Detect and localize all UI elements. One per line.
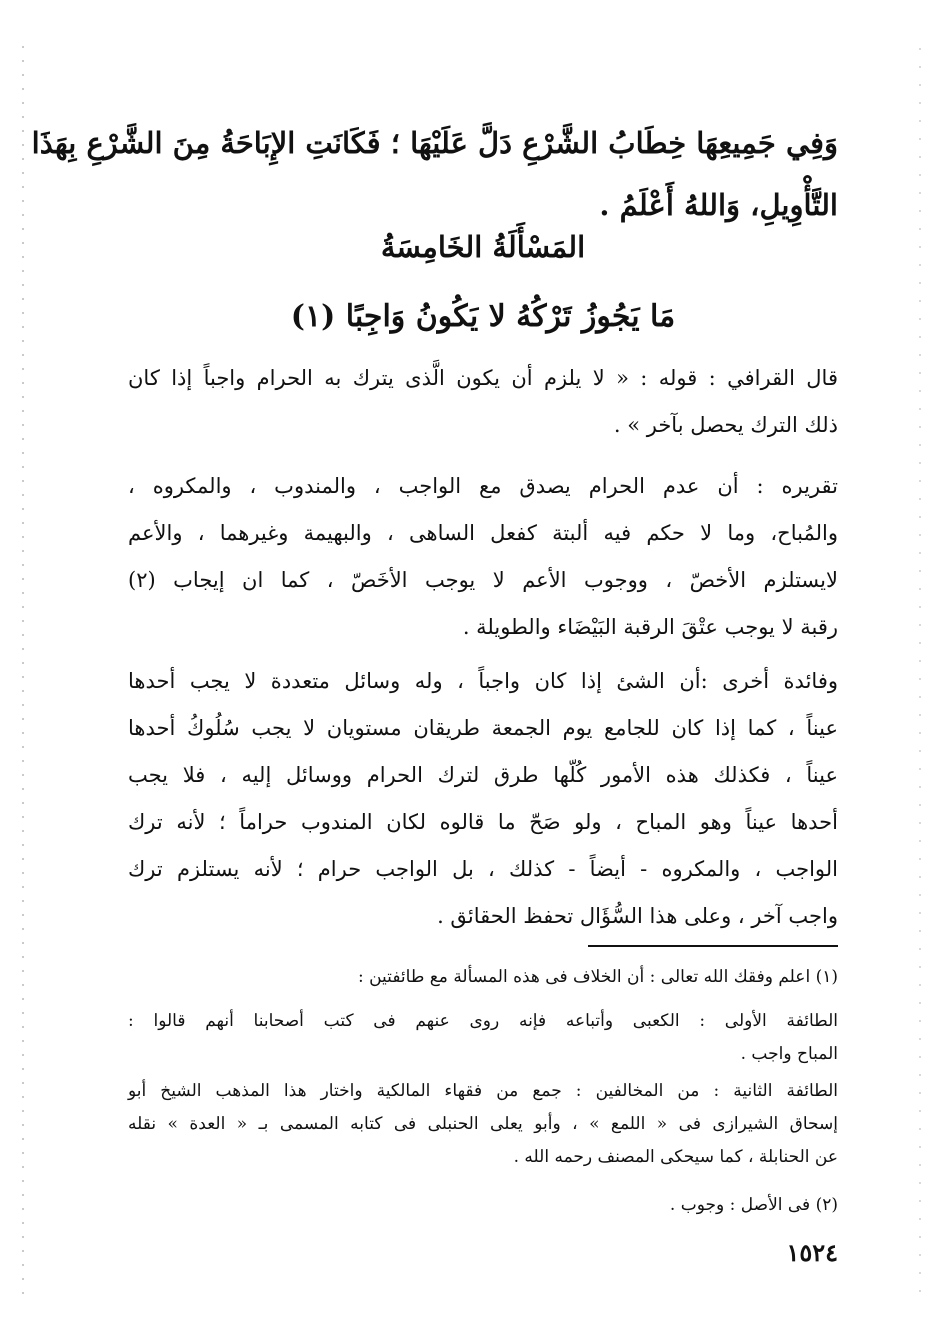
- footnote-line: (٢) فى الأصل : وجوب .: [669, 1195, 838, 1215]
- paragraph-line: ذلك الترك يحصل بآخر » .: [613, 413, 838, 437]
- footnote-line: المباح واجب .: [740, 1044, 838, 1064]
- footnote-line: الطائفة الثانية : من المخالفين : جمع من فقهاء المالكية واختار هذا المذهب الشيخ أبو: [128, 1081, 838, 1101]
- paragraph-line: عيناً ، فكذلك هذه الأمور كُلّها طرق لترك الحرام ووسائل إليه ، فلا يجب: [128, 763, 838, 787]
- footnote-line: إسحاق الشيرازى فى « اللمع » ، وأبو يعلى الحنبلى فى كتابه المسمى بـ « العدة » نقله: [128, 1114, 838, 1134]
- footnote-line: الطائفة الأولى : الكعبى وأتباعه فإنه روى عنهم فى كتب أصحابنا أنهم قالوا :: [128, 1011, 838, 1031]
- footnote-1-first-group: [128, 1005, 838, 1071]
- paragraph-line: قال القرافي : قوله : « لا يلزم أن يكون الَّذى يترك به الحرام واجباً إذا كان: [128, 366, 838, 390]
- scan-margin-dots-left: [22, 40, 24, 1300]
- section-title: المَسْأَلَةُ الخَامِسَةُ: [380, 230, 586, 264]
- footnote-divider: [588, 945, 838, 947]
- verse-line: وَفِي جَمِيعِهَا خِطَابُ الشَّرْعِ دَلَّ عَلَيْهَا ؛ فَكَانَتِ الإِبَاحَةُ مِنَ الشَّرْعِ بِهَذَا: [31, 126, 838, 160]
- paragraph-line: عيناً ، كما إذا كان للجامع يوم الجمعة طريقان مستويان لا يجب سُلُوكُ أحدها: [128, 716, 838, 740]
- verse-line: التَّأْوِيلِ، وَاللهُ أَعْلَمُ .: [599, 188, 838, 222]
- paragraph-line: تقريره : أن عدم الحرام يصدق مع الواجب ، والمندوب ، والمكروه ،: [128, 474, 838, 498]
- paragraph-faida: [128, 658, 838, 940]
- section-subtitle: مَا يَجُوزُ تَرْكُهُ لا يَكُونُ وَاجِبًا (١): [290, 299, 676, 334]
- paragraph-line: والمُباح، وما لا حكم فيه ألبتة كفعل الساهى ، والبهيمة وغيرهما ، والأعم: [128, 521, 838, 545]
- footnote-line: (١) اعلم وفقك الله تعالى : أن الخلاف فى هذه المسألة مع طائفتين :: [357, 967, 838, 987]
- paragraph-line: الواجب ، والمكروه - أيضاً - كذلك ، بل الواجب حرام ؛ لأنه يستلزم ترك: [128, 857, 838, 881]
- scan-margin-dots-right: [919, 40, 921, 1300]
- footnote-1: [128, 961, 838, 994]
- verse-block: [31, 112, 838, 236]
- footnote-2: [128, 1189, 838, 1222]
- paragraph-line: وفائدة أخرى :أن الشئ إذا كان واجباً ، وله وسائل متعددة لا يجب أحدها: [128, 669, 838, 693]
- footnote-line: عن الحنابلة ، كما سيحكى المصنف رحمه الله .: [513, 1147, 838, 1167]
- paragraph-line: واجب آخر ، وعلى هذا السُّؤَال تحفظ الحقائق .: [437, 904, 838, 928]
- paragraph-line: أحدها عيناً وهو المباح ، ولو صَحّ ما قالوه لكان المندوب حراماً ؛ لأنه ترك: [128, 810, 838, 834]
- paragraph-line: رقبة لا يوجب عتْقَ الرقبة البَيْضَاء والطويلة .: [462, 615, 838, 639]
- paragraph-line: لايستلزم الأخصّ ، ووجوب الأعم لا يوجب الأخَصّ ، كما ان إيجاب (٢): [128, 568, 838, 592]
- paragraph-taqrir: [128, 463, 838, 651]
- paragraph-qarafi: [128, 355, 838, 449]
- page-number: ١٥٢٤: [786, 1238, 838, 1267]
- footnote-1-second-group: [128, 1075, 838, 1174]
